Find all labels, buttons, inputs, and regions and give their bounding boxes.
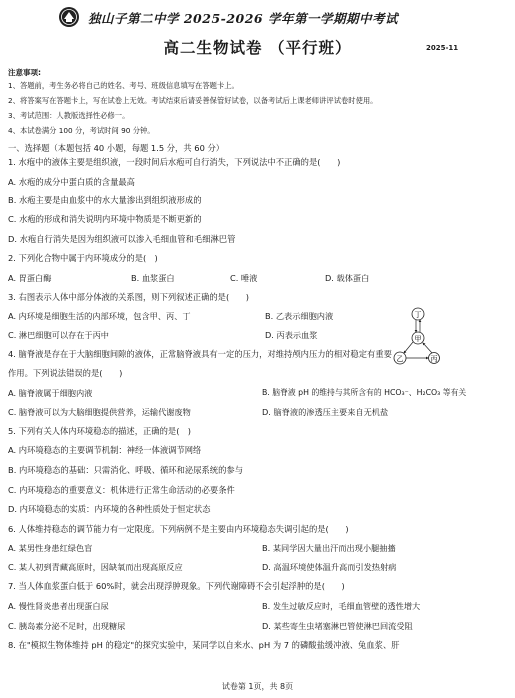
diagram-label-jia: 甲 bbox=[414, 335, 422, 343]
diagram-label-bing: 丙 bbox=[430, 355, 438, 363]
question-2-option-a: A. 胃蛋白酶 bbox=[8, 273, 52, 283]
exam-title: 高二生物试卷 （平行班） bbox=[163, 39, 352, 57]
question-3-option-b: B. 乙表示细胞内液 bbox=[265, 311, 334, 321]
page-footer: 试卷第 1页，共 8页 bbox=[221, 682, 294, 691]
school-exam-header: 独山子第二中学 2025-2026 学年第一学期期中考试 bbox=[88, 11, 398, 26]
question-4-stem-line2: 作用。下列说法错误的是( ) bbox=[8, 368, 123, 378]
question-4-option-c: C. 脑脊液可以为大脑细胞提供营养，运输代谢废物 bbox=[8, 407, 191, 417]
question-3-option-c: C. 淋巴细胞可以存在于丙中 bbox=[8, 330, 109, 340]
question-7-option-b: B. 发生过敏反应时，毛细血管壁的透性增大 bbox=[262, 601, 421, 611]
question-1-stem: 1. 水疱中的液体主要是组织液，一段时间后水疱可自行消失，下列说法中不正确的是( ) bbox=[8, 157, 341, 167]
section-heading: 一、选择题（本题包括 40 小题，每题 1.5 分，共 60 分） bbox=[8, 143, 225, 153]
question-3-option-a: A. 内环境是细胞生活的内部环境，包含甲、丙、丁 bbox=[8, 311, 191, 321]
question-2-option-d: D. 载体蛋白 bbox=[325, 273, 370, 283]
exam-date: 2025-11 bbox=[426, 44, 459, 52]
question-4-option-d: D. 脑脊液的渗透压主要来自无机盐 bbox=[262, 407, 389, 417]
diagram-label-ding: 丁 bbox=[414, 311, 422, 319]
diagram-label-yi: 乙 bbox=[396, 355, 404, 363]
question-4-option-a: A. 脑脊液属于细胞内液 bbox=[8, 388, 93, 398]
question-5-option-b: B. 内环境稳态的基础：只需消化、呼吸、循环和泌尿系统的参与 bbox=[8, 465, 243, 475]
note-item: 4、本试卷满分 100 分，考试时间 90 分钟。 bbox=[8, 126, 155, 135]
question-6-option-c: C. 某人初到青藏高原时，因缺氧而出现高原反应 bbox=[8, 562, 183, 572]
question-2-option-b: B. 血浆蛋白 bbox=[131, 273, 175, 283]
question-1-option-d: D. 水疱自行消失是因为组织液可以渗入毛细血管和毛细淋巴管 bbox=[8, 234, 236, 244]
question-6-option-a: A. 某男性身患红绿色盲 bbox=[8, 543, 93, 553]
question-6-option-d: D. 高温环境使体温升高而引发热射病 bbox=[262, 562, 397, 572]
question-2-option-c: C. 唾液 bbox=[230, 273, 258, 283]
question-3-option-d: D. 丙表示血浆 bbox=[265, 330, 318, 340]
question-7-option-d: D. 某些寄生虫堵塞淋巴管使淋巴回流受阻 bbox=[262, 621, 413, 631]
question-1-option-b: B. 水疱主要是由血浆中的水大量渗出到组织液形成的 bbox=[8, 195, 202, 205]
body-fluid-relationship-diagram bbox=[392, 306, 440, 366]
question-7-option-c: C. 胰岛素分泌不足时，出现糖尿 bbox=[8, 621, 126, 631]
question-7-option-a: A. 慢性肾炎患者出现蛋白尿 bbox=[8, 601, 109, 611]
question-3-stem: 3. 右图表示人体中部分体液的关系图，则下列叙述正确的是( ) bbox=[8, 292, 250, 302]
question-6-option-b: B. 某同学因大量出汗而出现小腿抽搐 bbox=[262, 543, 396, 553]
question-4-stem-line1: 4. 脑脊液是存在于大脑细胞间隙的液体，正常脑脊液具有一定的压力，对维持颅内压力的相对稳定有重要 bbox=[8, 349, 392, 359]
question-1-option-c: C. 水疱的形成和消失说明内环境中物质是不断更新的 bbox=[8, 214, 202, 224]
question-5-option-c: C. 内环境稳态的重要意义：机体进行正常生命活动的必要条件 bbox=[8, 485, 235, 495]
question-5-option-d: D. 内环境稳态的实质：内环境的各种性质处于恒定状态 bbox=[8, 504, 211, 514]
question-6-stem: 6. 人体维持稳态的调节能力有一定限度。下列病例不是主要由内环境稳态失调引起的是( ) bbox=[8, 524, 349, 534]
question-5-option-a: A. 内环境稳态的主要调节机制：神经一体液调节网络 bbox=[8, 445, 202, 455]
notes-heading: 注意事项: bbox=[8, 68, 41, 77]
note-item: 1、答题前，考生务必将自己的姓名、考号、班级信息填写在答题卡上。 bbox=[8, 81, 239, 90]
question-8-stem: 8. 在"模拟生物体维持 pH 的稳定"的探究实验中，某同学以自来水、pH 为 7 的磷酸盐缓冲液、兔血浆、肝 bbox=[8, 640, 400, 650]
question-5-stem: 5. 下列有关人体内环境稳态的描述，正确的是( ) bbox=[8, 426, 191, 436]
school-seal-logo bbox=[58, 6, 80, 28]
note-item: 2、将答案写在答题卡上，写在试卷上无效。考试结束后请妥善保管好试卷，以备考试后上课老师讲评试卷时使用。 bbox=[8, 96, 378, 105]
question-2-stem: 2. 下列化合物中属于内环境成分的是( ) bbox=[8, 253, 158, 263]
question-1-option-a: A. 水疱的成分中蛋白质的含量最高 bbox=[8, 177, 135, 187]
question-4-option-b: B. 脑脊液 pH 的维持与其所含有的 HCO₃⁻、H₂CO₃ 等有关 bbox=[262, 388, 467, 397]
question-7-stem: 7. 当人体血浆蛋白低于 60%时，就会出现浮肿现象。下列代谢障碍不会引起浮肿的是( ) bbox=[8, 581, 345, 591]
note-item: 3、考试范围：人教版选择性必修一。 bbox=[8, 111, 130, 120]
